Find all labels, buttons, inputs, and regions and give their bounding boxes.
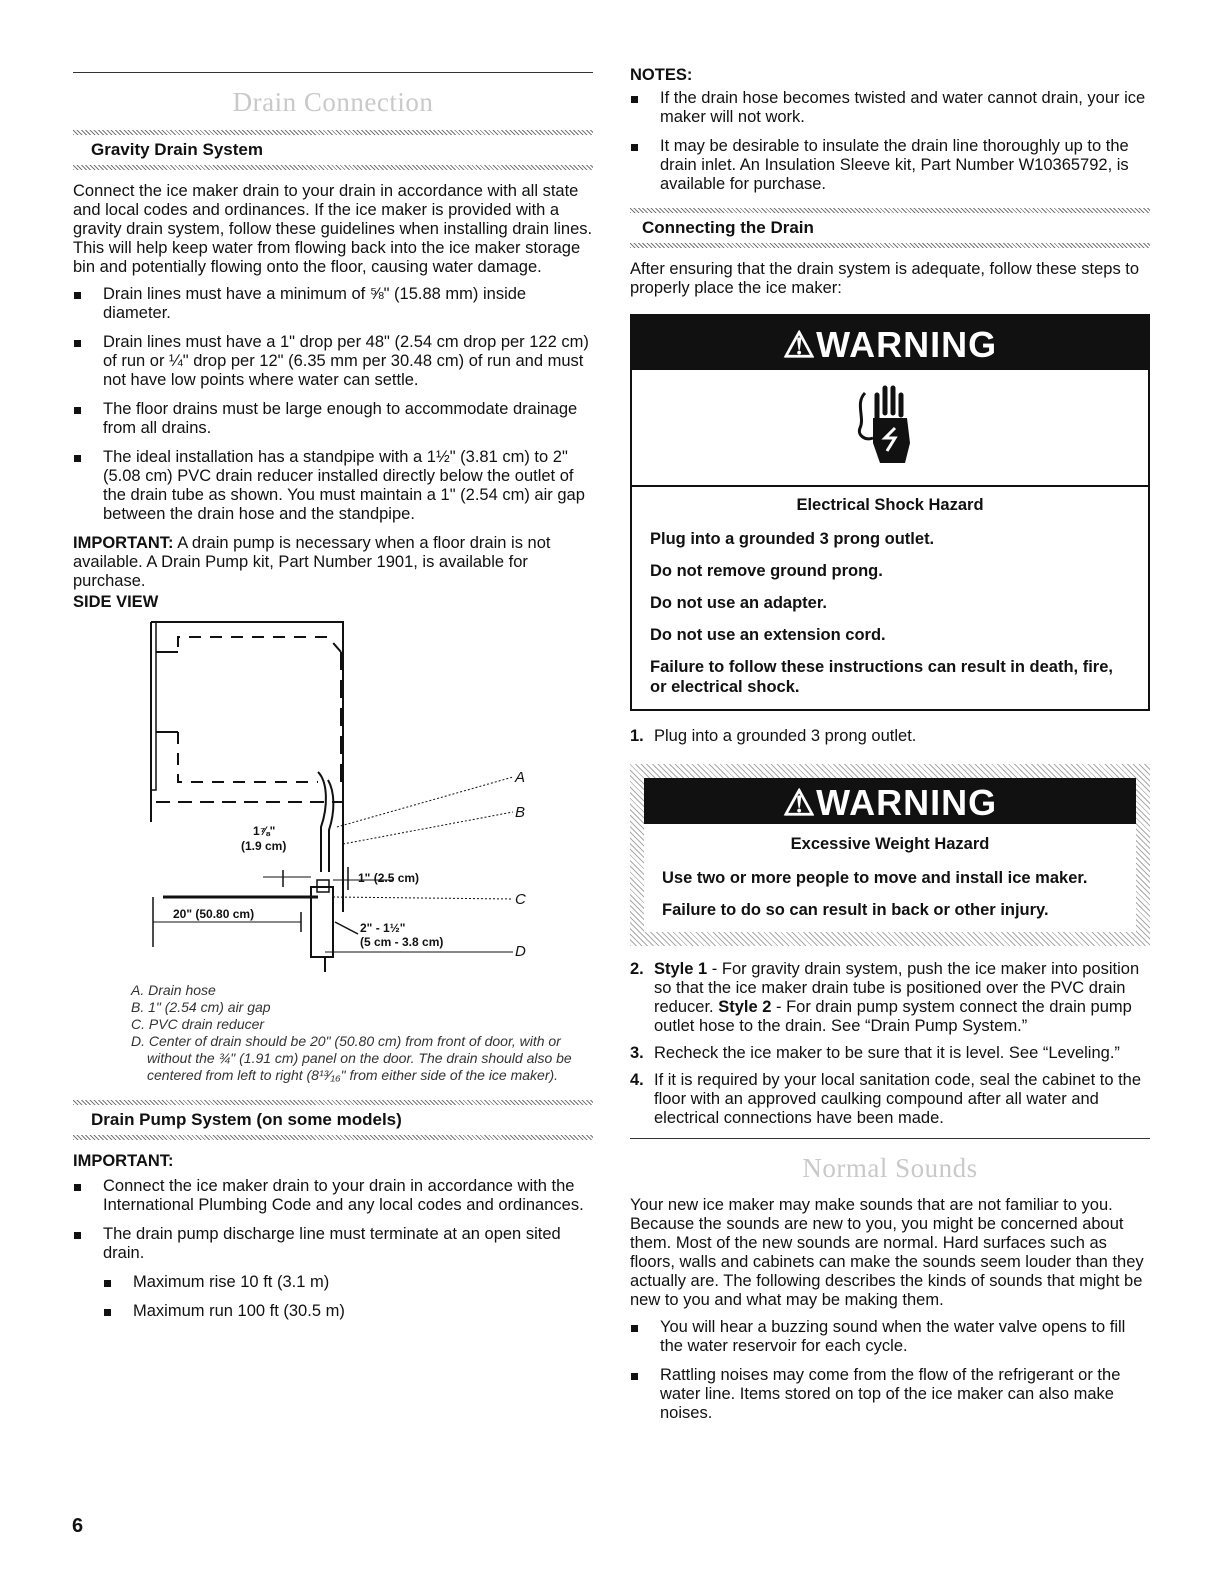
warning-body	[644, 824, 1136, 932]
list-item: The floor drains must be large enough to accommodate drainage from all drains.	[73, 400, 593, 438]
top-rule	[73, 72, 593, 73]
bin-dashed-top	[178, 637, 341, 652]
subhead-connecting	[630, 208, 1150, 248]
electric-shock-hand-icon	[855, 383, 925, 473]
hatch-divider	[73, 130, 593, 135]
side-view-label: SIDE VIEW	[73, 593, 159, 611]
pump-bullets	[73, 1177, 593, 1263]
dim-2in-label: 2" - 1½"	[360, 921, 406, 935]
step-number: 2.	[630, 960, 644, 978]
step-1	[630, 727, 1150, 746]
list-item: The drain pump discharge line must terminate at an open sited drain.	[73, 1225, 593, 1263]
sounds-rule	[630, 1138, 1150, 1139]
list-item: If the drain hose becomes twisted and water cannot drain, your ice maker will not work.	[630, 89, 1150, 127]
drain-hose	[318, 772, 326, 872]
list-item: Connect the ice maker drain to your drain in accordance with the International Plumbing Code and any local codes and ordinances.	[73, 1177, 593, 1215]
gravity-bullets	[73, 285, 593, 524]
step-text: Recheck the ice maker to be sure that it is level. See “Leveling.”	[654, 1044, 1120, 1062]
step-text: Plug into a grounded 3 prong outlet.	[654, 727, 917, 745]
style-2-label: Style 2	[718, 998, 772, 1016]
leader-b	[343, 812, 513, 844]
connecting-intro: After ensuring that the drain system is adequate, follow these steps to properly place the ice maker:	[630, 260, 1140, 297]
subhead-gravity	[73, 130, 593, 170]
important-note	[73, 534, 593, 591]
step-1-list	[630, 727, 1150, 746]
dim-1in-label: 1" (2.5 cm)	[358, 871, 420, 885]
left-column	[73, 60, 593, 1331]
hatch-divider	[73, 165, 593, 170]
step-number: 4.	[630, 1071, 644, 1089]
diagram-captions	[131, 982, 593, 1084]
warning-header: ⚠WARNING	[632, 316, 1148, 370]
step-number: 3.	[630, 1044, 644, 1062]
warning-electrical	[630, 314, 1150, 711]
list-item: You will hear a buzzing sound when the water valve opens to fill the water reservoir for each cycle.	[630, 1318, 1150, 1356]
hatch-divider	[73, 1100, 593, 1105]
hatch-divider	[630, 243, 1150, 248]
caption-b: B. 1" (2.54 cm) air gap	[131, 999, 271, 1015]
hatch-divider	[73, 1135, 593, 1140]
warning-line: Use two or more people to move and install ice maker.	[662, 869, 1088, 887]
warning-line: Do not use an extension cord.	[650, 626, 886, 644]
list-item: The ideal installation has a standpipe with a 1½" (3.81 cm) to 2" (5.08 cm) PVC drain reducer installed directly below the outlet of the drain tube as shown. You must maintain a 1" (2.54 cm) air gap between the drain hose and the standpipe.	[73, 448, 593, 524]
list-item: Maximum run 100 ft (30.5 m)	[73, 1302, 593, 1321]
list-item: Drain lines must have a minimum of ⅝" (15.88 mm) inside diameter.	[73, 285, 593, 323]
list-item: Maximum rise 10 ft (3.1 m)	[73, 1273, 593, 1292]
callout-b: B	[515, 804, 526, 821]
step-3	[630, 1044, 1150, 1063]
caption-d: D. Center of drain should be 20" (50.80 cm) from front of door, with or without the ¾" (1.91 cm) panel on the door. The drain should also be centered from left to right (8¹³⁄₁₆" from either side of the ice maker).	[131, 1033, 572, 1083]
warning-header: ⚠WARNING	[644, 778, 1136, 824]
subhead-pump	[73, 1100, 593, 1140]
warning-weight-inner	[644, 778, 1136, 932]
warning-line: Plug into a grounded 3 prong outlet.	[650, 530, 935, 548]
notes-label: NOTES:	[630, 66, 693, 84]
sounds-bullets	[630, 1318, 1150, 1423]
cabinet-top-back	[151, 622, 343, 912]
steps-list	[630, 960, 1150, 1128]
gravity-intro: Connect the ice maker drain to your drain in accordance with all state and local codes and ordinances. If the ice maker is provided with a gravity drain system, follow these guidelines when installing drain lines. This will help keep water from flowing back into the ice maker storage bin and potentially flowing onto the floor, causing water damage.	[73, 182, 593, 276]
shock-icon-area	[632, 370, 1148, 487]
connecting-heading: Connecting the Drain	[642, 218, 814, 237]
right-column	[630, 66, 1150, 1433]
warning-line: Do not remove ground prong.	[650, 562, 883, 580]
callout-c: C	[515, 891, 526, 908]
notes-list	[630, 89, 1150, 194]
step-text: - For gravity drain system, push the ice maker into position so that the ice maker drain tube is positioned over the PVC drain reducer.	[654, 960, 1140, 1016]
drain-hose-outer	[328, 780, 333, 872]
warning-line: Failure to do so can result in back or other injury.	[662, 901, 1049, 919]
dim-1-9cm-label: (1.9 cm)	[241, 839, 287, 853]
step-2	[630, 960, 1150, 1036]
leader-a	[337, 777, 513, 827]
dim-2in-arrow	[335, 922, 358, 934]
bin-dashed-bottom	[178, 732, 318, 782]
section-title-drain-connection: Drain Connection	[232, 87, 434, 117]
pump-heading: Drain Pump System (on some models)	[91, 1110, 402, 1129]
warning-line: Do not use an adapter.	[650, 594, 827, 612]
warning-title: Electrical Shock Hazard	[796, 496, 984, 514]
style-1-label: Style 1	[654, 960, 708, 978]
gravity-heading: Gravity Drain System	[91, 140, 263, 159]
step-text: If it is required by your local sanitation code, seal the cabinet to the floor with an approved caulking compound after all water and electrical connections have been made.	[654, 1071, 1142, 1127]
side-view-diagram	[73, 612, 593, 982]
callout-a: A	[515, 769, 526, 786]
pump-sub-bullets	[73, 1273, 593, 1321]
warning-title: Excessive Weight Hazard	[790, 835, 990, 853]
warning-line: Failure to follow these instructions can result in death, fire, or electrical shock.	[650, 658, 1113, 696]
list-item: It may be desirable to insulate the drain line thoroughly up to the drain inlet. An Insulation Sleeve kit, Part Number W10365792, is available for purchase.	[630, 137, 1150, 194]
section-title-normal-sounds: Normal Sounds	[802, 1153, 978, 1183]
page-number: 6	[72, 1515, 84, 1537]
dim-5cm-label: (5 cm - 3.8 cm)	[360, 935, 444, 949]
caption-a: A. Drain hose	[131, 982, 216, 998]
list-item: Rattling noises may come from the flow of the refrigerant or the water line. Items stored on top of the ice maker can also make noises.	[630, 1366, 1150, 1423]
pump-important-label: IMPORTANT:	[73, 1152, 174, 1170]
warning-body	[632, 487, 1148, 709]
hatch-divider	[630, 208, 1150, 213]
step-number: 1.	[630, 727, 644, 745]
leader-c	[333, 897, 513, 899]
sounds-intro: Your new ice maker may make sounds that are not familiar to you. Because the sounds are new to you, you might be concerned about them. Most of the new sounds are normal. Hard surfaces such as floors, walls and cabinets can make the sounds seem louder than they actually are. The following describes the kinds of sounds that might be new to you and what may be making them.	[630, 1196, 1144, 1309]
list-item: Drain lines must have a 1" drop per 48" (2.54 cm drop per 122 cm) of run or ¼" drop per 12" (6.35 mm per 30.48 cm) of run and must not have low points where water can settle.	[73, 333, 593, 390]
important-text: A drain pump is necessary when a floor drain is not available. A Drain Pump kit, Part Number 1901, is available for purchase.	[73, 534, 551, 590]
caption-c: C. PVC drain reducer	[131, 1016, 265, 1032]
warning-weight	[630, 764, 1150, 946]
dim-1-7-8-label: 1⅞"	[253, 824, 276, 838]
callout-d: D	[515, 943, 526, 960]
dim-20in-label: 20" (50.80 cm)	[173, 907, 255, 921]
step-text: - For drain pump system connect the drain pump outlet hose to the drain. See “Drain Pump System.”	[654, 998, 1132, 1035]
important-label: IMPORTANT:	[73, 534, 174, 552]
step-4	[630, 1071, 1150, 1128]
